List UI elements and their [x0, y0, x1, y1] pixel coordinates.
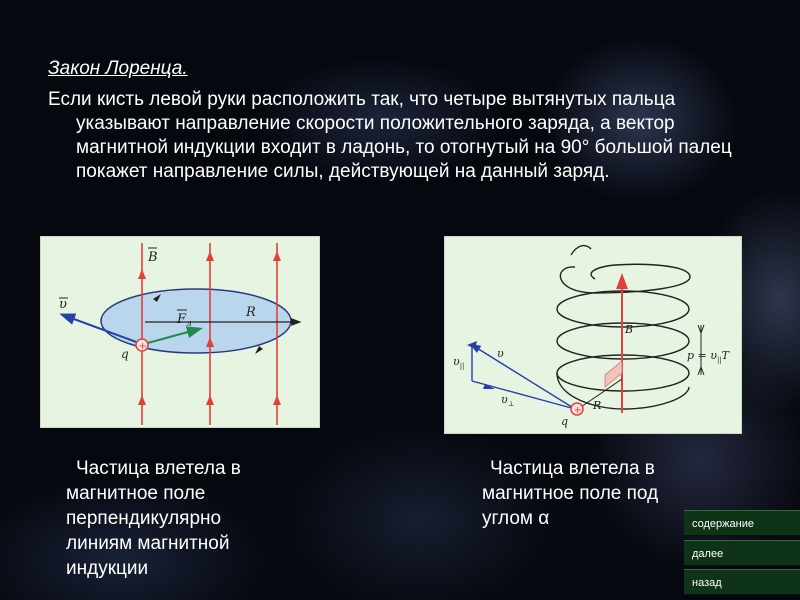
label-pitch-sub: || — [716, 356, 722, 364]
label-v-perp-sub: ⊥ — [507, 400, 515, 408]
caption-left-line5: индукции — [66, 558, 149, 579]
slide-title: Закон Лоренца. — [48, 58, 188, 79]
radius-plane — [605, 361, 622, 387]
nav-contents-button[interactable]: содержание — [684, 510, 800, 536]
caption-left — [66, 456, 241, 581]
svg-text:υ⊥ — [501, 393, 514, 408]
label-R2: R — [593, 399, 602, 412]
caption-left-line3: перпендикулярно — [66, 508, 222, 529]
figure-angle — [445, 237, 741, 433]
label-B2: B — [625, 323, 634, 336]
label-pitch: p = υ — [687, 349, 717, 362]
caption-right-line3: углом α — [482, 508, 550, 529]
helix — [557, 246, 690, 409]
label-B: B — [148, 250, 158, 265]
charge-sign-2: + — [573, 405, 582, 416]
label-v2: υ — [497, 347, 504, 360]
orbit-ellipse — [101, 289, 291, 353]
caption-right-line2: магнитное поле под — [482, 483, 659, 504]
nav-back-button[interactable]: назад — [684, 569, 800, 595]
label-q: q — [121, 347, 129, 361]
charge-sign: + — [138, 341, 147, 352]
label-v-par: υ — [453, 355, 460, 368]
label-v-par-sub: || — [459, 362, 465, 370]
nav-next-button[interactable]: далее — [684, 540, 800, 566]
figure-perpendicular-panel — [40, 236, 320, 428]
figure-angle-panel — [444, 236, 742, 434]
velocity-triangle — [467, 341, 575, 409]
caption-left-line4: линиям магнитной — [66, 533, 230, 554]
intro-paragraph: Если кисть левой руки расположить так, что четыре вытянутых пальца указывают направление скорости положительного заряда, а вектор магнитной индукции входит в ладонь, то отогнутый на 90° большой палец покажет направление силы, действующей на данный заряд. — [48, 89, 732, 182]
svg-text:p = υ||T — [687, 349, 731, 364]
label-F-sub: л — [186, 319, 192, 329]
label-R: R — [246, 305, 256, 320]
label-v-perp: υ — [501, 393, 508, 406]
svg-text:υ|| — [453, 355, 464, 370]
label-q2: q — [561, 415, 569, 428]
caption-right — [482, 456, 658, 531]
label-v: υ — [59, 297, 67, 312]
figure-perpendicular — [41, 237, 319, 427]
label-F: F — [177, 312, 187, 327]
caption-left-line1: Частица влетела в — [76, 458, 241, 479]
label-pitch-T: T — [721, 349, 730, 362]
caption-left-line2: магнитное поле — [66, 483, 206, 504]
caption-right-line1: Частица влетела в — [490, 458, 655, 479]
